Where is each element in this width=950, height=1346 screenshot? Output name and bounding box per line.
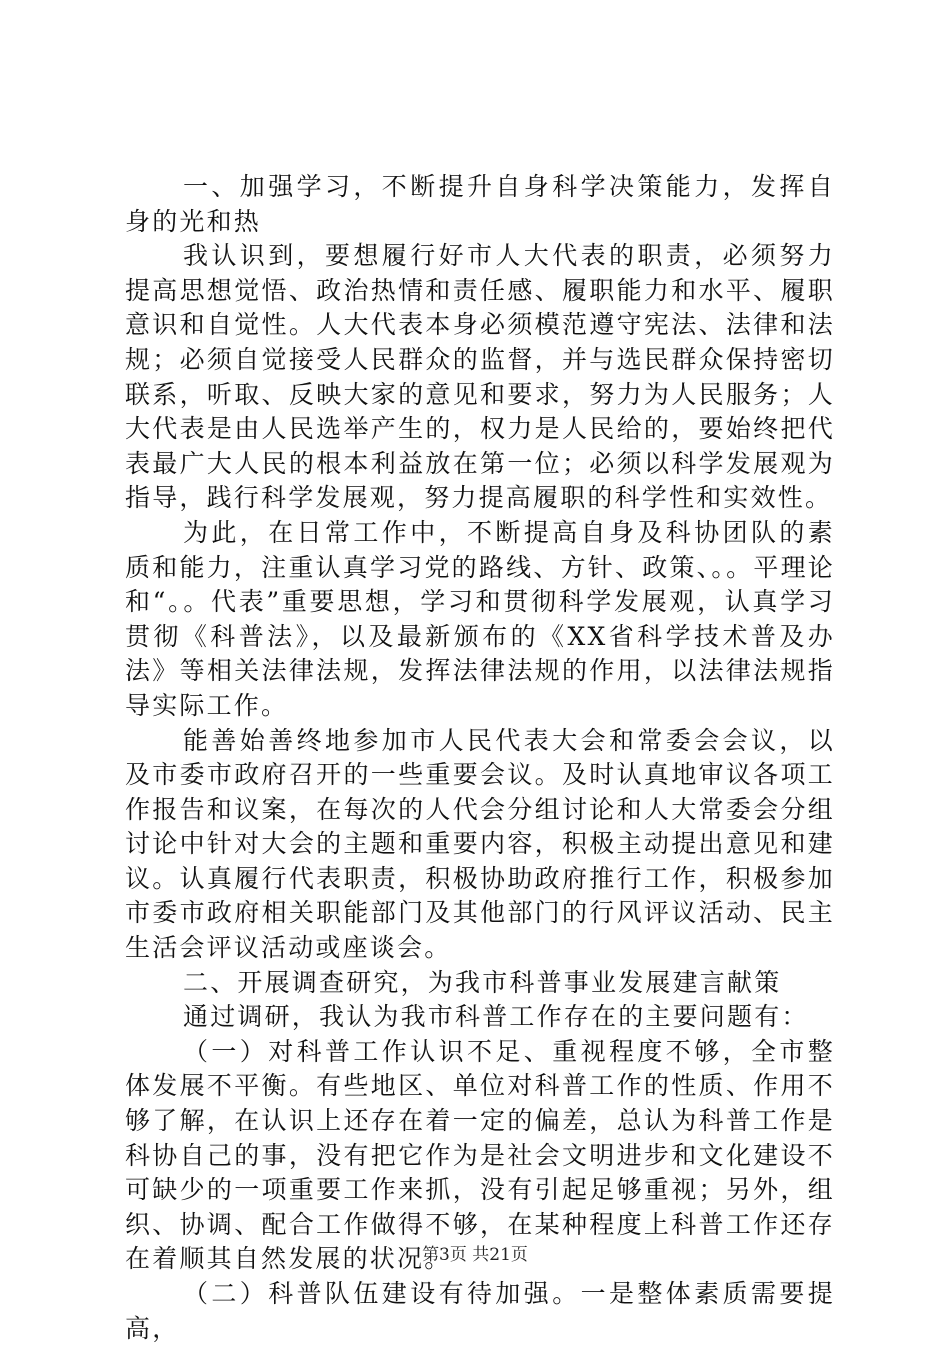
document-body bbox=[125, 170, 835, 1346]
heading-section-1: 一、加强学习，不断提升自身科学决策能力，发挥自身的光和热 bbox=[125, 172, 835, 236]
paragraph: （一）对科普工作认识不足、重视程度不够，全市整体发展不平衡。有些地区、单位对科普工作的性质、作用不够了解，在认识上还存在着一定的偏差，总认为科普工作是科协自己的事，没有把它作为是社会文明进步和文化建设不可缺少的一项重要工作来抓，没有引起足够重视；另外，组织、协调、配合工作做得不够，在某种程度上科普工作还存在着顺其自然发展的状况。 bbox=[125, 1036, 835, 1274]
heading-section-2: 二、开展调查研究，为我市科普事业发展建言献策 bbox=[183, 967, 782, 997]
paragraph: 为此，在日常工作中，不断提高自身及科协团队的素质和能力，注重认真学习党的路线、方针、政策、。。平理论和“。。代表”重要思想，学习和贯彻科学发展观，认真学习贯彻《科普法》，以及最新颁布的《XX省科学技术普及办法》等相关法律法规，发挥法律法规的作用，以法律法规指导实际工作。 bbox=[125, 517, 835, 720]
paragraph: （二）科普队伍建设有待加强。一是整体素质需要提高， bbox=[125, 1279, 835, 1343]
paragraph: 我认识到，要想履行好市人大代表的职责，必须努力提高思想觉悟、政治热情和责任感、履职能力和水平、履职意识和自觉性。人大代表本身必须模范遵守宪法、法律和法规；必须自觉接受人民群众的监督，并与选民群众保持密切联系，听取、反映大家的意见和要求，努力为人民服务；人大代表是由人民选举产生的，权力是人民给的，要始终把代表最广大人民的根本利益放在第一位；必须以科学发展观为指导，践行科学发展观，努力提高履职的科学性和实效性。 bbox=[125, 241, 835, 513]
paragraph: 通过调研，我认为我市科普工作存在的主要问题有： bbox=[183, 1002, 809, 1032]
page-footer bbox=[0, 1244, 950, 1266]
page-number: 第3页 共21页 bbox=[422, 1245, 528, 1265]
paragraph: 能善始善终地参加市人民代表大会和常委会会议，以及市委市政府召开的一些重要会议。及时认真地审议各项工作报告和议案，在每次的人代会分组讨论和人大常委会分组讨论中针对大会的主题和重要内容，积极主动提出意见和建议。认真履行代表职责，积极协助政府推行工作，积极参加市委市政府相关职能部门及其他部门的行风评议活动、民主生活会评议活动或座谈会。 bbox=[125, 725, 835, 963]
